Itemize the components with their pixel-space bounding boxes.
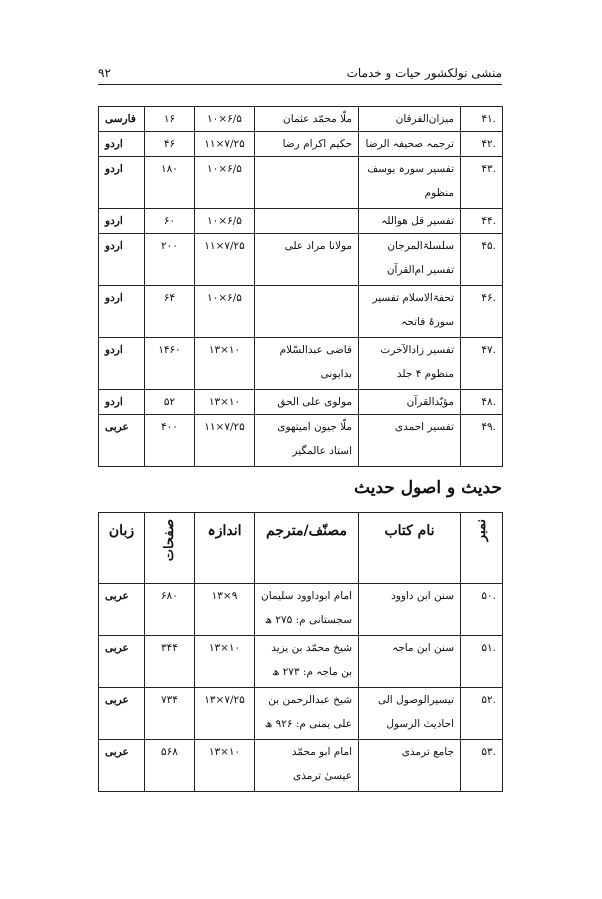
table-row <box>99 584 503 636</box>
cell-lang: فارسی <box>99 107 145 132</box>
cell-sno: .۵۳ <box>461 740 503 792</box>
table-row <box>99 636 503 688</box>
cell-sno: .۵۲ <box>461 688 503 740</box>
running-title: منشی نولکشور حیات و خدمات <box>346 66 502 80</box>
table-row <box>99 132 503 157</box>
cell-size: ۱۰×۱۳ <box>195 390 255 415</box>
cell-lang: اردو <box>99 209 145 234</box>
cell-sno: .۴۵ <box>461 234 503 286</box>
cell-book: جامع ترمذی <box>359 740 461 792</box>
cell-author: حکیم اکرام رضا <box>255 132 359 157</box>
cell-author: امام ابو محمّد عیسیٰ ترمذی <box>255 740 359 792</box>
cell-sno: .۵۰ <box>461 584 503 636</box>
cell-book: تفسیر سورہ یوسف منظوم <box>359 157 461 209</box>
cell-pages: ۱۶ <box>145 107 195 132</box>
table-row <box>99 107 503 132</box>
cell-pages: ۵۲ <box>145 390 195 415</box>
cell-size: ۶/۵×۱۰ <box>195 209 255 234</box>
cell-pages: ۵۶۸ <box>145 740 195 792</box>
cell-author: ملّا جیون امیتھوی استاد عالمگیر <box>255 415 359 467</box>
cell-pages: ۲۰۰ <box>145 234 195 286</box>
cell-sno: .۵۱ <box>461 636 503 688</box>
cell-pages: ۴۰۰ <box>145 415 195 467</box>
cell-lang: عربی <box>99 415 145 467</box>
header-size: اندازہ <box>195 513 255 584</box>
cell-size: ۱۰×۱۳ <box>195 636 255 688</box>
cell-sno: .۴۲ <box>461 132 503 157</box>
cell-book: تحفۃالاسلام تفسیر سورۂ فاتحہ <box>359 286 461 338</box>
cell-size: ۷/۲۵×۱۱ <box>195 234 255 286</box>
section-title: حدیث و اصول حدیث <box>354 478 502 498</box>
cell-pages: ۶۰ <box>145 209 195 234</box>
cell-book: تفسیر زادالآخرت منظوم ۴ جلد <box>359 338 461 390</box>
header-sno: نمبر <box>461 513 503 584</box>
cell-size: ۷/۲۵×۱۱ <box>195 415 255 467</box>
table-row <box>99 234 503 286</box>
page-number: ۹۲ <box>98 66 111 80</box>
cell-size: ۶/۵×۱۰ <box>195 107 255 132</box>
cell-author: مولانا مراد علی <box>255 234 359 286</box>
cell-book: ترجمہ صحیفہ الرضا <box>359 132 461 157</box>
cell-lang: عربی <box>99 688 145 740</box>
cell-sno: .۴۱ <box>461 107 503 132</box>
header-book: نام کتاب <box>359 513 461 584</box>
cell-size: ۷/۲۵×۱۱ <box>195 132 255 157</box>
table-row <box>99 286 503 338</box>
cell-author: شیخ عبدالرحمن بن علی یمنی م: ۹۲۶ ھ <box>255 688 359 740</box>
cell-author: امام ابوداوود سلیمان سجستانی م: ۲۷۵ ھ <box>255 584 359 636</box>
cell-lang: اردو <box>99 157 145 209</box>
cell-pages: ۶۴ <box>145 286 195 338</box>
cell-size: ۶/۵×۱۰ <box>195 286 255 338</box>
table-row <box>99 390 503 415</box>
header-lang: زبان <box>99 513 145 584</box>
cell-lang: اردو <box>99 234 145 286</box>
header-author: مصنّف/مترجم <box>255 513 359 584</box>
cell-author: شیخ محمّد بن یزید بن ماجہ م: ۲۷۳ ھ <box>255 636 359 688</box>
cell-size: ۷/۲۵×۱۳ <box>195 688 255 740</box>
cell-lang: اردو <box>99 286 145 338</box>
cell-pages: ۱۸۰ <box>145 157 195 209</box>
books-table-hadith <box>98 512 503 792</box>
header-pages: صفحات <box>145 513 195 584</box>
cell-author: قاضی عبدالسّلام بدایونی <box>255 338 359 390</box>
table-row <box>99 338 503 390</box>
cell-book: تفسیر قل ھواللہ <box>359 209 461 234</box>
cell-sno: .۴۹ <box>461 415 503 467</box>
cell-size: ۱۰×۱۳ <box>195 740 255 792</box>
cell-author <box>255 157 359 209</box>
cell-pages: ۳۴۴ <box>145 636 195 688</box>
cell-book: مؤیّدالقرآن <box>359 390 461 415</box>
cell-sno: .۴۸ <box>461 390 503 415</box>
cell-sno: .۴۶ <box>461 286 503 338</box>
cell-book: میزان‌الفرقان <box>359 107 461 132</box>
page-header <box>98 62 502 86</box>
cell-lang: عربی <box>99 584 145 636</box>
table-row <box>99 209 503 234</box>
books-table-tafsir <box>98 106 503 467</box>
cell-book: سلسلۃالمرجان تفسیر ام‌القرآن <box>359 234 461 286</box>
cell-pages: ۱۴۶۰ <box>145 338 195 390</box>
table-row <box>99 688 503 740</box>
cell-author <box>255 209 359 234</box>
table-row <box>99 157 503 209</box>
cell-lang: عربی <box>99 636 145 688</box>
cell-lang: اردو <box>99 390 145 415</box>
cell-pages: ۶۸۰ <box>145 584 195 636</box>
cell-size: ۱۰×۱۳ <box>195 338 255 390</box>
cell-author: ملّا محمّد عثمان <box>255 107 359 132</box>
cell-book: سنن ابن ماجہ <box>359 636 461 688</box>
cell-book: تیسیرالوصول الی احادیث الرسول <box>359 688 461 740</box>
table-header-row <box>99 513 503 584</box>
cell-book: سنن ابن داوود <box>359 584 461 636</box>
cell-lang: اردو <box>99 338 145 390</box>
cell-lang: عربی <box>99 740 145 792</box>
cell-book: تفسیر احمدی <box>359 415 461 467</box>
cell-pages: ۴۶ <box>145 132 195 157</box>
cell-lang: اردو <box>99 132 145 157</box>
cell-size: ۹×۱۳ <box>195 584 255 636</box>
header-rule <box>98 84 502 85</box>
cell-author: مولوی علی الحق <box>255 390 359 415</box>
cell-sno: .۴۴ <box>461 209 503 234</box>
cell-author <box>255 286 359 338</box>
cell-size: ۶/۵×۱۰ <box>195 157 255 209</box>
cell-sno: .۴۷ <box>461 338 503 390</box>
cell-sno: .۴۳ <box>461 157 503 209</box>
cell-pages: ۷۳۴ <box>145 688 195 740</box>
table-row <box>99 740 503 792</box>
table-row <box>99 415 503 467</box>
